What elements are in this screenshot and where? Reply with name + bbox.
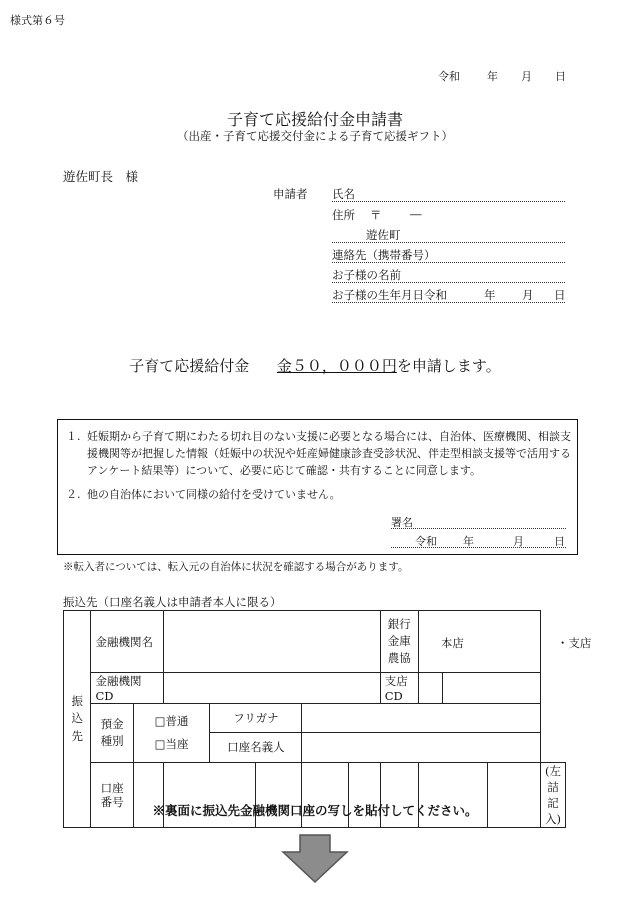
institution-cd-label: 金融機関 CD	[91, 673, 164, 704]
sig-year: 年	[463, 535, 474, 548]
signature-label: 署名	[391, 516, 413, 529]
sig-era: 令和	[415, 535, 437, 548]
bank-types: 銀行 金庫 農協	[380, 611, 418, 673]
child-birth-year: 年	[484, 288, 496, 302]
applicant-label: 申請者	[273, 187, 308, 201]
main-branch-label: 本店	[440, 636, 464, 650]
consent-item1: 妊娠期から子育て期にわたる切れ目のない支援に必要となる場合には、自治体、医療機関、相談支援機関等が把握した情報（妊娠中の状況や妊産婦健康診査受診状況、伴走型相談支援等で活用するアンケート結果等）について、必要に応じて確認・共有することに同意します。	[87, 430, 571, 477]
deposit-type-options[interactable]	[133, 704, 210, 763]
holder-input[interactable]	[302, 733, 540, 762]
down-arrow-icon	[280, 834, 350, 884]
ordinary-checkbox[interactable]: □普通	[154, 714, 189, 728]
page-title: 子育て応援給付金申請書	[226, 110, 403, 129]
date-era: 令和	[438, 70, 460, 83]
applicant-name-label: 氏名	[332, 187, 355, 201]
branch-label: ・支店	[556, 636, 592, 650]
child-birth-day: 日	[554, 288, 566, 302]
consent-item1-number: １.	[66, 430, 81, 443]
account-number-label: 口座 番号	[91, 763, 133, 828]
side-label: 振 込 先	[64, 611, 91, 828]
date-year: 年	[487, 70, 498, 83]
branch-input[interactable]	[418, 611, 592, 673]
institution-cd-input[interactable]	[164, 673, 380, 704]
child-name-field[interactable]	[332, 267, 565, 283]
furigana-label: フリガナ	[210, 704, 301, 733]
sig-month: 月	[513, 535, 524, 548]
date-month: 月	[521, 70, 532, 83]
postal-mark: 〒	[370, 208, 382, 222]
institution-label: 金融機関名	[91, 611, 164, 673]
form-number: 様式第６号	[10, 14, 65, 27]
phone-label: 連絡先（携帯番号）	[332, 248, 436, 262]
address-field[interactable]	[332, 227, 565, 243]
holder-label: 口座名義人	[227, 740, 285, 754]
page-subtitle: （出産・子育て応援交付金による子育て応援ギフト）	[177, 129, 453, 143]
holder-input-cell[interactable]	[302, 704, 541, 763]
date-day: 日	[555, 70, 566, 83]
signature-field[interactable]	[391, 514, 566, 529]
signature-date-field[interactable]	[391, 533, 566, 548]
child-birth-era: 令和	[424, 288, 447, 302]
child-birth-field[interactable]	[332, 287, 565, 303]
phone-field[interactable]	[332, 247, 565, 263]
town-name: 遊佐町	[366, 228, 401, 242]
child-birth-month: 月	[522, 288, 534, 302]
address-label: 住所	[332, 208, 355, 222]
transfer-note: ※転入者については、転入元の自治体に状況を確認する場合があります。	[63, 561, 409, 573]
consent-box	[57, 419, 578, 555]
footer-note: ※裏面に振込先金融機関口座の写しを貼付してください。	[152, 803, 478, 818]
postal-dash: ―	[410, 207, 422, 221]
branch-cd-label: 支店 CD	[380, 673, 418, 704]
request-suffix: を申請します。	[396, 357, 501, 375]
applicant-name-field[interactable]	[332, 186, 565, 202]
deposit-type-label: 預金 種別	[91, 704, 133, 763]
sig-day: 日	[554, 535, 565, 548]
consent-item2: 他の自治体において同様の給付を受けていません。	[87, 488, 341, 501]
request-prefix: 子育て応援給付金	[129, 357, 250, 375]
request-sentence	[0, 355, 630, 376]
left-fill-note: (左詰記入)	[541, 763, 566, 828]
branch-cd-input-2[interactable]	[442, 673, 540, 704]
child-birth-label: お子様の生年月日	[332, 288, 424, 302]
child-name-label: お子様の名前	[332, 268, 401, 282]
consent-item2-number: ２.	[66, 488, 81, 501]
branch-cd-input[interactable]	[418, 673, 442, 704]
current-checkbox[interactable]: □当座	[154, 737, 189, 751]
holder-label-cell	[210, 704, 302, 763]
addressee: 遊佐町長 様	[63, 169, 139, 184]
request-amount: 金５０，０００円	[276, 357, 397, 375]
furigana-input[interactable]	[302, 704, 540, 733]
institution-input[interactable]	[164, 611, 380, 673]
bank-heading: 振込先（口座名義人は申請者本人に限る）	[63, 595, 282, 609]
bank-table	[63, 610, 592, 828]
